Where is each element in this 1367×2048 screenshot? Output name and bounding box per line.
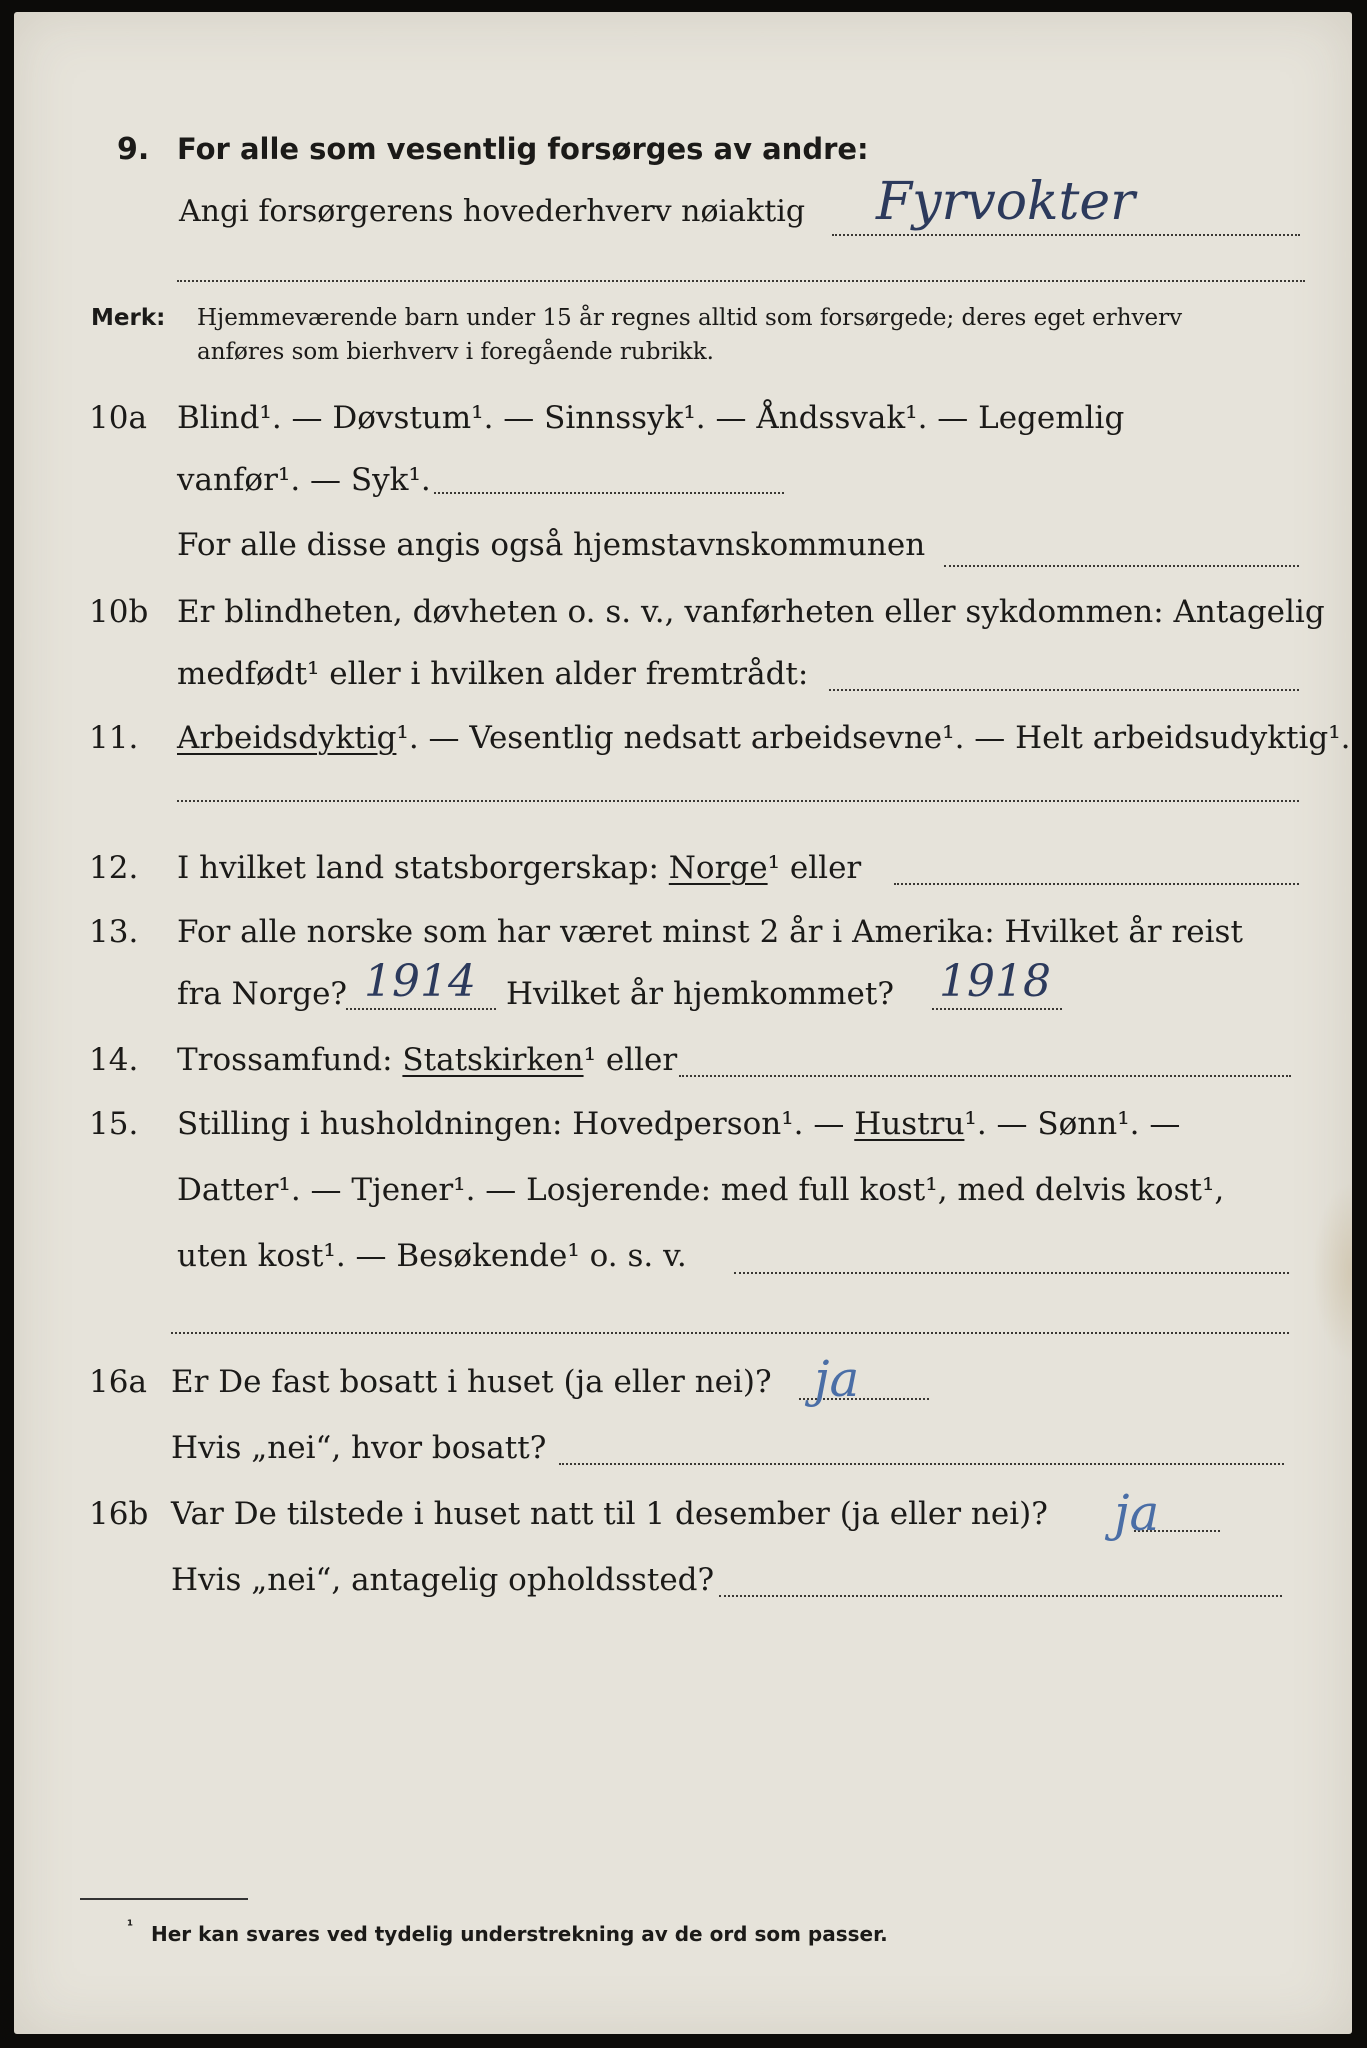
q9-second-line <box>177 280 1305 282</box>
q10b-number: 10b <box>89 594 149 630</box>
q15-line-1 <box>177 1106 1180 1142</box>
q11-number: 11. <box>89 720 139 756</box>
q14-number: 14. <box>89 1042 139 1078</box>
q11-rest: ¹. — Vesentlig nedsatt arbeidsevne¹. — Helt arbeidsudyktig¹. <box>396 720 1351 756</box>
q13-reist-line <box>346 1008 496 1010</box>
q16b-answer: ja <box>1114 1484 1160 1542</box>
merk-line-1: Hjemmeværende barn under 15 år regnes alltid som forsørgede; deres eget erhverv <box>197 305 1183 331</box>
q15-underlined: Hustru <box>854 1106 965 1142</box>
footnote-text: Her kan svares ved tydelig understrekning av de ord som passer. <box>151 1922 888 1946</box>
q13-line-1: For alle norske som har været minst 2 år i Amerika: Hvilket år reist <box>177 914 1243 950</box>
q16a-bosatt-line <box>559 1463 1284 1465</box>
q10a-line-2: vanfør¹. — Syk¹. <box>177 462 431 498</box>
q16a-number: 16a <box>89 1364 147 1400</box>
q15-line-1b: ¹. — Sønn¹. — <box>964 1106 1181 1142</box>
q13-line-2a: fra Norge? <box>177 976 348 1012</box>
q15-line-2: Datter¹. — Tjener¹. — Losjerende: med full kost¹, med delvis kost¹, <box>177 1172 1225 1208</box>
q11-underlined: Arbeidsdyktig <box>177 720 397 756</box>
footnote-rule <box>80 1898 248 1900</box>
q10b-line-2: medfødt¹ eller i hvilken alder fremtrådt: <box>177 656 809 692</box>
q14-answer-line <box>679 1075 1291 1077</box>
q12-answer-line <box>894 883 1299 885</box>
q16b-opholdssted-line <box>719 1595 1282 1597</box>
q15-answer-line <box>734 1272 1289 1274</box>
q9-title: For alle som vesentlig forsørges av andre: <box>177 132 869 166</box>
q16a-line-2: Hvis „nei“, hvor bosatt? <box>171 1430 547 1466</box>
q10a-line-3: For alle disse angis også hjemstavnskommunen <box>177 527 926 563</box>
merk-label: Merk: <box>91 305 166 331</box>
q10b-answer-line <box>829 689 1299 691</box>
q16b-line-1: Var De tilstede i huset natt til 1 desember (ja eller nei)? <box>171 1496 1048 1532</box>
q15-second-line <box>171 1332 1289 1334</box>
q16b-line-2: Hvis „nei“, antagelig opholdssted? <box>171 1562 715 1598</box>
q12-underlined: Norge <box>668 850 768 886</box>
q16b-number: 16b <box>89 1496 149 1532</box>
q12-rest: ¹ eller <box>767 850 862 886</box>
q9-answer: Fyrvokter <box>876 172 1136 232</box>
q12-text <box>177 850 861 886</box>
q16a-answer: ja <box>814 1350 860 1408</box>
q11-answer-line <box>177 800 1299 802</box>
q10a-syk-line <box>434 492 784 494</box>
q10a-line-1: Blind¹. — Døvstum¹. — Sinnssyk¹. — Åndssvak¹. — Legemlig <box>177 400 1125 436</box>
q12-question: I hvilket land statsborgerskap: <box>177 850 659 886</box>
q10a-number: 10a <box>89 400 147 436</box>
q10a-kommune-line <box>944 565 1299 567</box>
q14-text <box>177 1042 677 1078</box>
q10b-line-1: Er blindheten, døvheten o. s. v., vanførheten eller sykdommen: Antagelig <box>177 594 1325 630</box>
q15-number: 15. <box>89 1106 139 1142</box>
census-form-page <box>14 12 1352 2034</box>
q9-label: Angi forsørgerens hovederhverv nøiaktig <box>179 194 806 229</box>
q13-answer-2: 1918 <box>939 956 1051 1007</box>
footnote-mark: ¹ <box>127 1918 134 1934</box>
paper-stain <box>1312 1182 1352 1362</box>
q15-line-3: uten kost¹. — Besøkende¹ o. s. v. <box>177 1238 687 1274</box>
q9-answer-line <box>832 234 1300 236</box>
q13-answer-1: 1914 <box>364 956 476 1007</box>
q9-number: 9. <box>117 132 150 167</box>
q14-question: Trossamfund: <box>177 1042 393 1078</box>
q14-underlined: Statskirken <box>402 1042 584 1078</box>
merk-line-2: anføres som bierhverv i foregående rubrikk. <box>197 339 714 365</box>
q13-line-2b: Hvilket år hjemkommet? <box>506 976 894 1012</box>
q12-number: 12. <box>89 850 139 886</box>
q13-hjem-line <box>932 1008 1062 1010</box>
q14-rest: ¹ eller <box>583 1042 678 1078</box>
q11-text <box>177 720 1351 756</box>
q15-line-1a: Stilling i husholdningen: Hovedperson¹. — <box>177 1106 845 1142</box>
q16a-line-1: Er De fast bosatt i huset (ja eller nei)? <box>171 1364 772 1400</box>
q13-number: 13. <box>89 914 139 950</box>
